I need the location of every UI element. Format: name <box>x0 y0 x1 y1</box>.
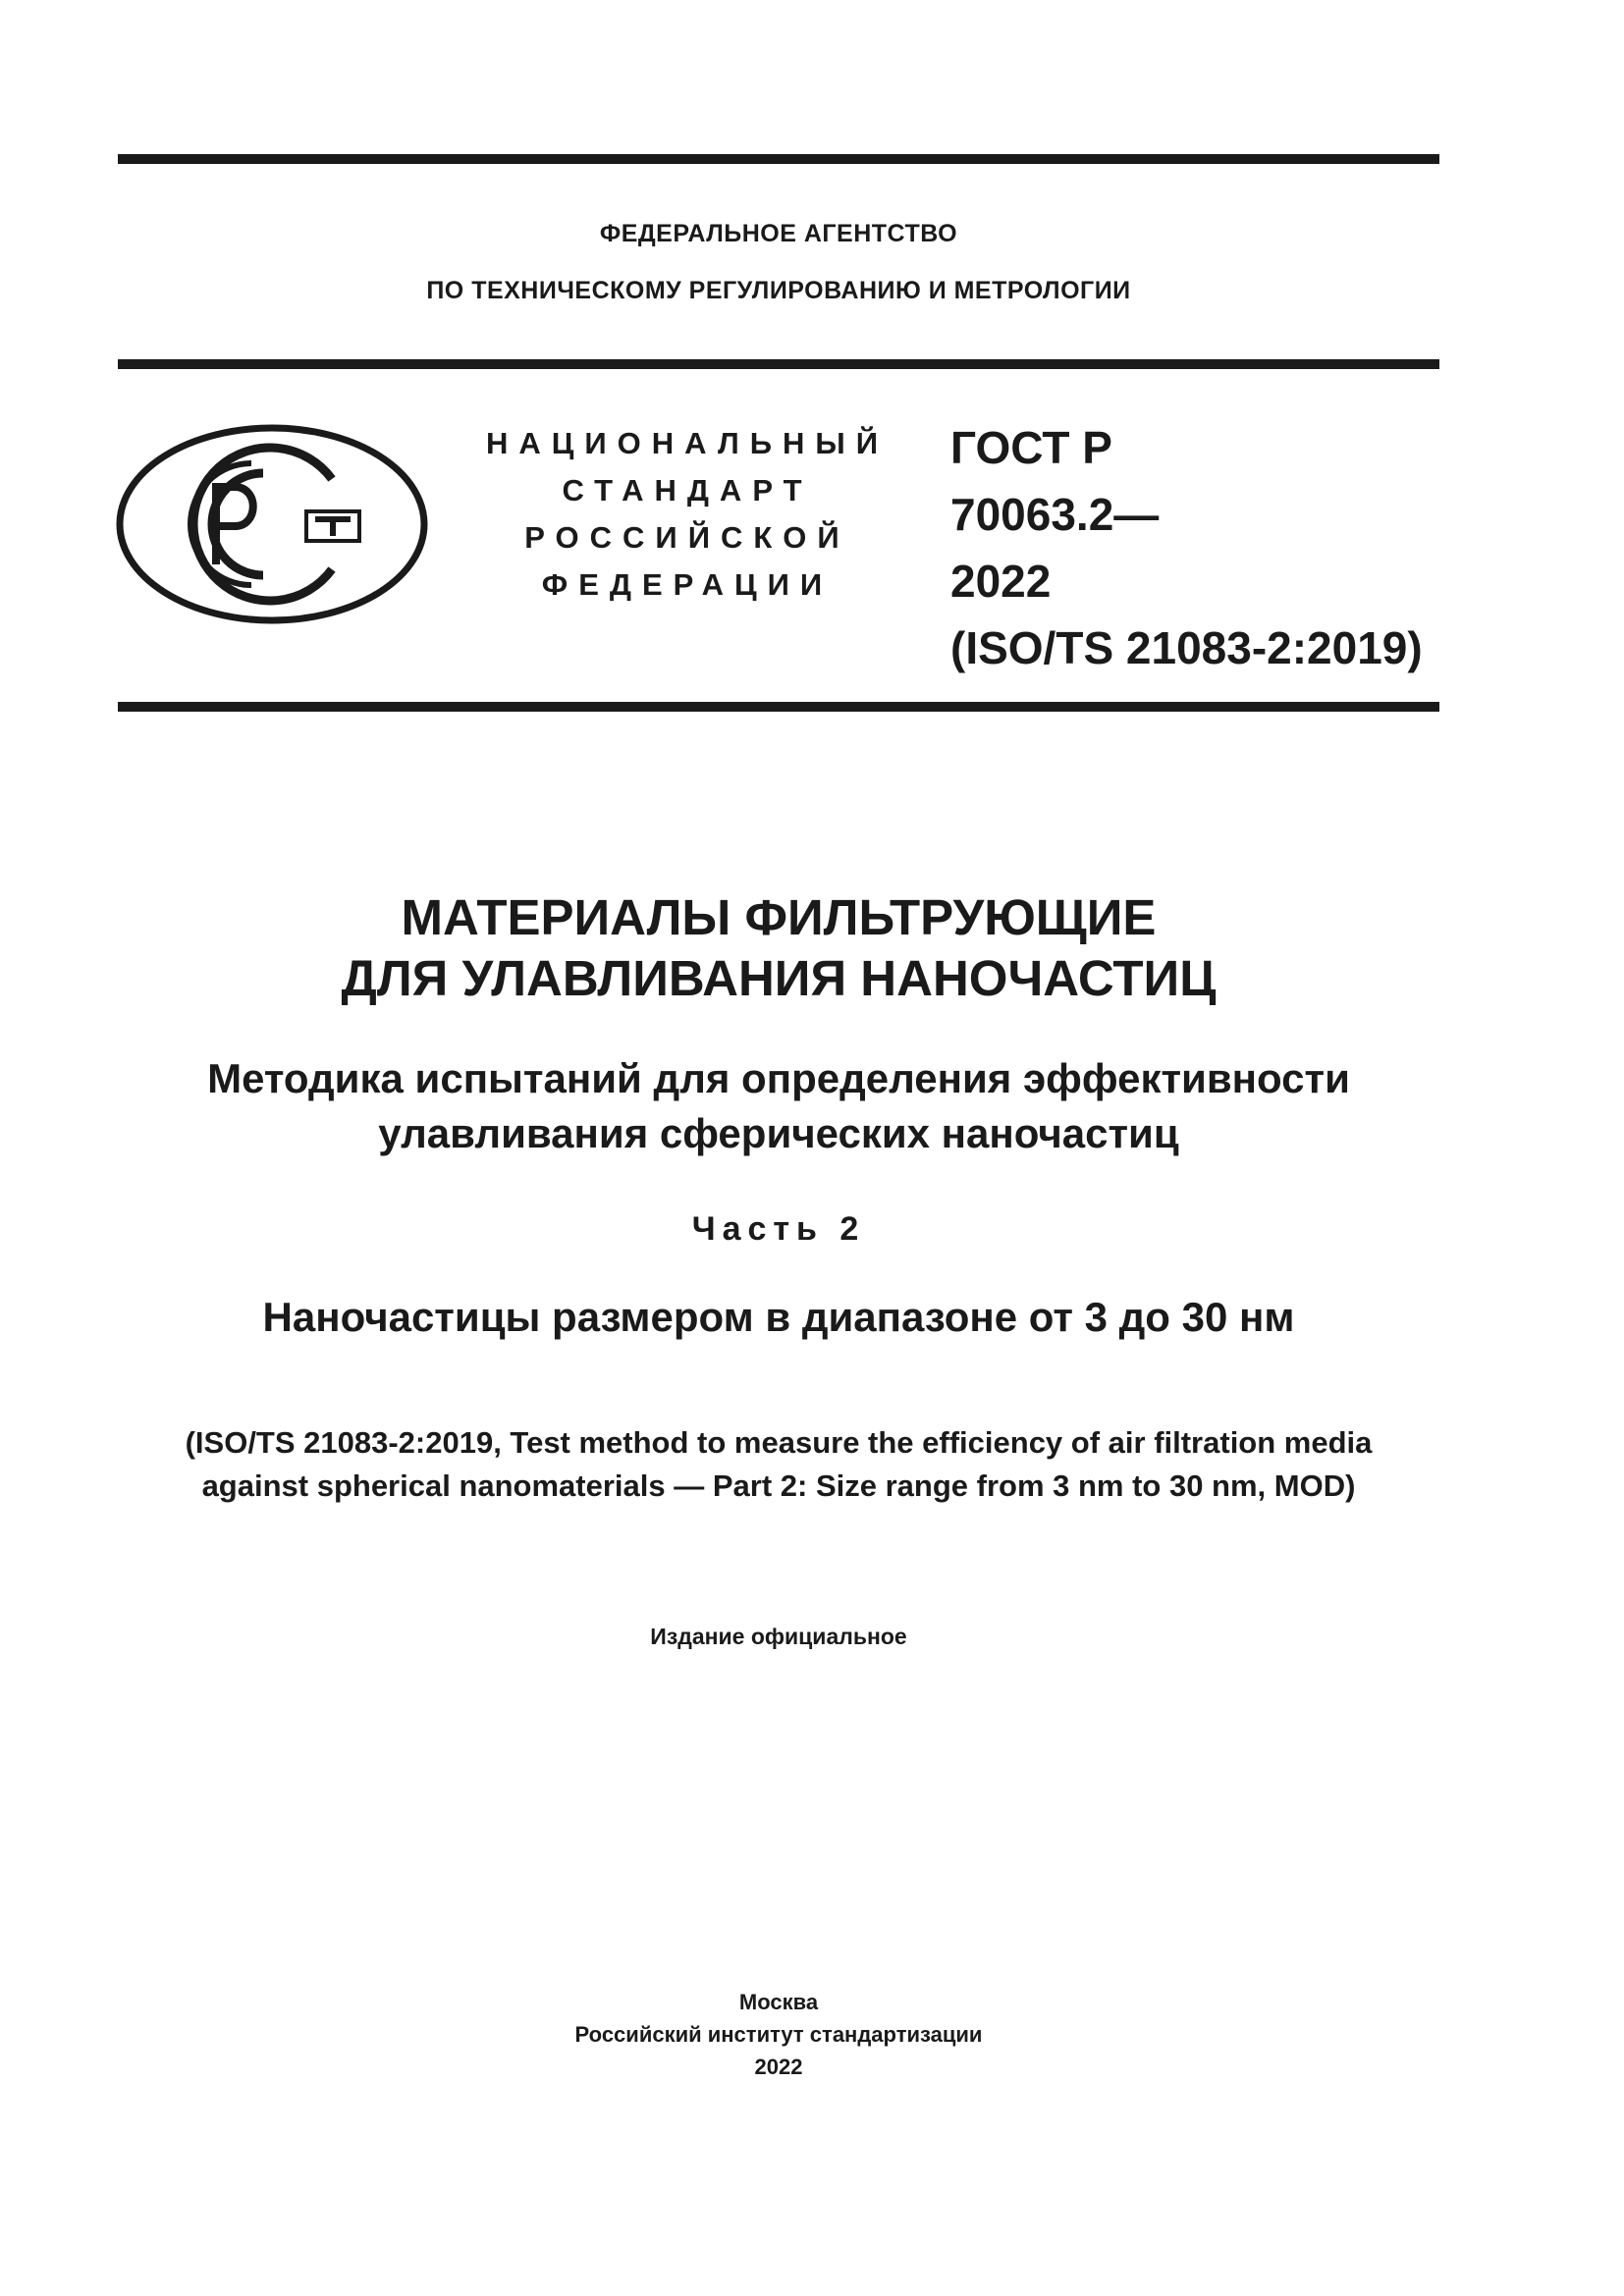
rst-logo <box>114 422 430 626</box>
iso-line-1: (ISO/TS 21083-2:2019, Test method to measure the efficiency of air filtration media <box>185 1425 1373 1460</box>
title-line-2: ДЛЯ УЛАВЛИВАНИЯ НАНОЧАСТИЦ <box>341 950 1217 1006</box>
part-label: Часть 2 <box>691 1210 866 1248</box>
designation-line-3: 2022 <box>950 556 1052 607</box>
agency-line-1: ФЕДЕРАЛЬНОЕ АГЕНТСТВО <box>599 220 958 247</box>
imprint-year: 2022 <box>754 2055 803 2079</box>
part-title: Наночастицы размером в диапазоне от 3 до 30 нм <box>262 1294 1295 1340</box>
iso-reference <box>118 1421 1439 1508</box>
subtitle-line-1: Методика испытаний для определения эффективности <box>207 1055 1350 1101</box>
national-line-2: СТАНДАРТ <box>562 473 813 507</box>
national-line-4: ФЕДЕРАЦИИ <box>541 567 834 602</box>
subtitle-line-2: улавливания сферических наночастиц <box>378 1110 1179 1156</box>
imprint-publisher: Российский институт стандартизации <box>574 2022 983 2047</box>
designation-line-2: 70063.2— <box>950 489 1160 540</box>
header-rule <box>118 359 1439 369</box>
document-title <box>118 887 1439 1009</box>
imprint-city: Москва <box>738 1990 819 2014</box>
national-line-1: НАЦИОНАЛЬНЫЙ <box>485 426 890 460</box>
block-rule <box>118 702 1439 712</box>
national-standard-label <box>461 420 913 609</box>
designation-line-4: (ISO/TS 21083-2:2019) <box>950 622 1423 673</box>
agency-line-2: ПО ТЕХНИЧЕСКОМУ РЕГУЛИРОВАНИЮ И МЕТРОЛОГИИ <box>426 277 1131 304</box>
document-subtitle <box>118 1051 1439 1161</box>
edition-note: Издание официальное <box>650 1624 907 1649</box>
national-line-3: РОССИЙСКОЙ <box>524 520 850 555</box>
iso-line-2: against spherical nanomaterials — Part 2: Size range from 3 nm to 30 nm, MOD) <box>201 1468 1356 1503</box>
standard-designation <box>950 414 1441 681</box>
top-rule <box>118 154 1439 164</box>
title-line-1: МАТЕРИАЛЫ ФИЛЬТРУЮЩИЕ <box>401 889 1157 945</box>
imprint <box>118 1986 1439 2083</box>
designation-line-1: ГОСТ Р <box>950 422 1112 473</box>
